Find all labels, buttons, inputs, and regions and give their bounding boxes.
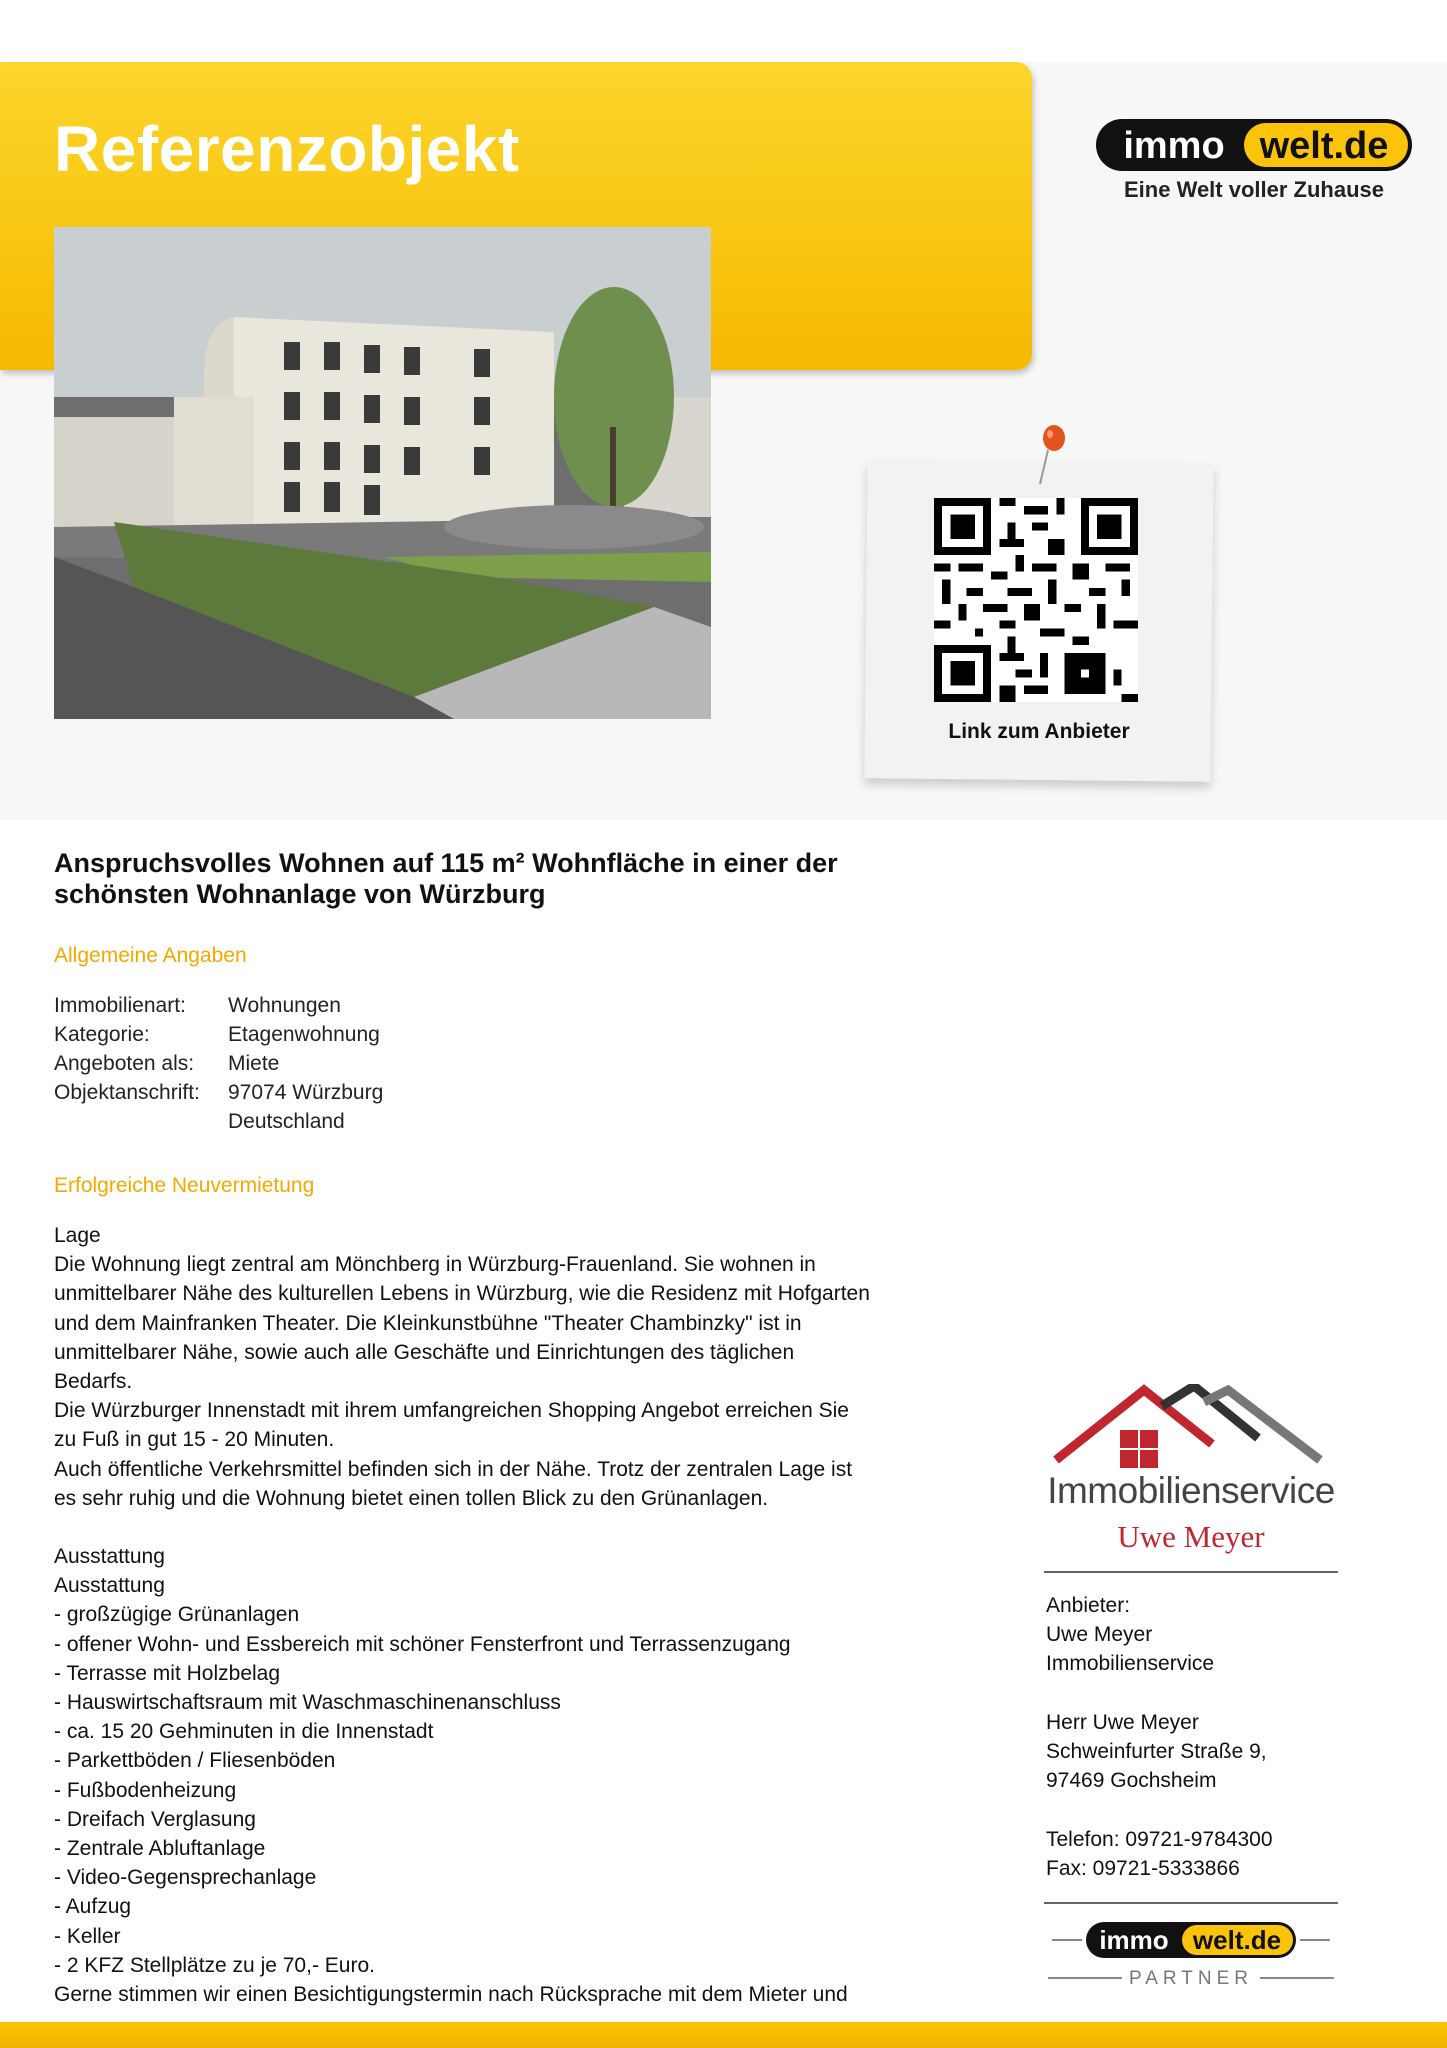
description-line: - 2 KFZ Stellplätze zu je 70,- Euro.: [54, 1953, 375, 1977]
contact-line: Anbieter:: [1046, 1594, 1131, 1617]
fact-value: Wohnungen: [228, 994, 341, 1017]
description-line: Gerne stimmen wir einen Besichtigungstermin nach Rücksprache mit dem Mieter und: [54, 1982, 848, 2006]
description-line: Auch öffentliche Verkehrsmittel befinden sich in der Nähe. Trotz der zentralen Lage ist: [54, 1457, 853, 1481]
description-text: [54, 1221, 954, 2009]
fact-label: [54, 1107, 228, 1136]
footer-bar: [0, 2022, 1447, 2048]
description-line: - Keller: [54, 1924, 121, 1948]
description-line: es sehr ruhig und die Wohnung bietet einen tollen Blick zu den Grünanlagen.: [54, 1486, 769, 1510]
partner-badge: [1044, 1918, 1338, 1998]
description-line: - Parkettböden / Fliesenböden: [54, 1749, 336, 1773]
logo-slogan: Eine Welt voller Zuhause: [1124, 177, 1384, 202]
fact-row: [54, 1049, 383, 1078]
description-line: - Video-Gegensprechanlage: [54, 1866, 317, 1890]
description-line: - Hauswirtschaftsraum mit Waschmaschinenanschluss: [54, 1691, 561, 1714]
headline-line-2: schönsten Wohnanlage von Würzburg: [54, 879, 546, 909]
contact-line: 97469 Gochsheim: [1046, 1769, 1217, 1793]
listing-headline: [54, 848, 974, 910]
logo-brand-left: immo: [1123, 125, 1225, 167]
contact-line: Schweinfurter Straße 9,: [1046, 1739, 1267, 1763]
description-line: unmittelbarer Nähe des kulturellen Lebens in Würzburg, wie die Residenz mit Hofgarten: [54, 1282, 870, 1306]
description-line: - offener Wohn- und Essbereich mit schöner Fensterfront und Terrassenzugang: [54, 1632, 791, 1656]
provider-contact: [1046, 1591, 1273, 1883]
provider-logo: [1044, 1384, 1338, 1559]
fact-label: Objektanschrift:: [54, 1081, 200, 1104]
general-info-table: [54, 991, 383, 1136]
property-photo: [54, 227, 711, 719]
description-line: - Zentrale Abluftanlage: [54, 1836, 266, 1860]
contact-line: [1046, 1795, 1273, 1824]
description-line: Die Wohnung liegt zentral am Mönchberg in Würzburg-Frauenland. Sie wohnen in: [54, 1253, 816, 1277]
fact-label: Immobilienart:: [54, 994, 186, 1017]
description-line: Ausstattung: [54, 1574, 165, 1598]
fact-value: 97074 Würzburg: [228, 1081, 384, 1104]
partner-brand-right: welt.de: [1192, 1925, 1282, 1955]
divider: [1044, 1902, 1338, 1904]
contact-line: Uwe Meyer: [1046, 1623, 1153, 1647]
fact-label: Kategorie:: [54, 1023, 150, 1046]
logo-brand-right: welt.de: [1259, 125, 1389, 167]
divider: [1044, 1571, 1338, 1573]
general-info-heading: Allgemeine Angaben: [54, 944, 247, 967]
fact-row: [54, 991, 383, 1020]
description-line: - ca. 15 20 Gehminuten in die Innenstadt: [54, 1720, 434, 1744]
fact-value: Deutschland: [228, 1110, 345, 1133]
description-line: - Fußbodenheizung: [54, 1778, 237, 1802]
contact-phone[interactable]: Telefon: 09721-9784300: [1046, 1827, 1273, 1851]
partner-label: PARTNER: [1128, 1968, 1254, 1989]
headline-line-1: Anspruchsvolles Wohnen auf 115 m² Wohnfläche in einer der: [54, 848, 838, 878]
provider-company-name: Immobilienservice: [1047, 1470, 1335, 1511]
contact-line: Herr Uwe Meyer: [1046, 1710, 1199, 1734]
pushpin-icon: [1034, 424, 1074, 486]
contact-line: Immobilienservice: [1046, 1652, 1215, 1676]
fact-value: Miete: [228, 1052, 280, 1075]
contact-line: [1046, 1679, 1273, 1708]
page-title: Referenzobjekt: [54, 113, 520, 185]
fact-row: [54, 1078, 383, 1107]
provider-owner-name: Uwe Meyer: [1117, 1519, 1265, 1554]
description-line: und dem Mainfranken Theater. Die Kleinkunstbühne "Theater Chambinzky" ist in: [54, 1311, 802, 1335]
fact-row: [54, 1107, 383, 1136]
contact-fax: Fax: 09721-5333866: [1046, 1856, 1240, 1880]
description-line: - Terrasse mit Holzbelag: [54, 1661, 281, 1685]
qr-caption: Link zum Anbieter: [948, 720, 1130, 743]
description-line: - Dreifach Verglasung: [54, 1807, 256, 1831]
description-line: zu Fuß in gut 15 - 20 Minuten.: [54, 1428, 335, 1452]
fact-label: Angeboten als:: [54, 1052, 195, 1075]
fact-value: Etagenwohnung: [228, 1023, 380, 1046]
qr-code[interactable]: [934, 498, 1138, 702]
description-line: - großzügige Grünanlagen: [54, 1603, 300, 1627]
status-heading: Erfolgreiche Neuvermietung: [54, 1174, 315, 1197]
description-line: - Aufzug: [54, 1895, 132, 1919]
partner-brand-left: immo: [1099, 1925, 1169, 1955]
description-line: Bedarfs.: [54, 1369, 133, 1393]
fact-row: [54, 1020, 383, 1049]
description-line: unmittelbarer Nähe, sowie auch alle Geschäfte und Einrichtungen des täglichen: [54, 1340, 795, 1364]
description-line: Ausstattung: [54, 1545, 165, 1569]
description-line: [54, 1513, 954, 1542]
description-line: Die Würzburger Innenstadt mit ihrem umfangreichen Shopping Angebot erreichen Sie: [54, 1399, 849, 1423]
description-line: Lage: [54, 1224, 101, 1247]
